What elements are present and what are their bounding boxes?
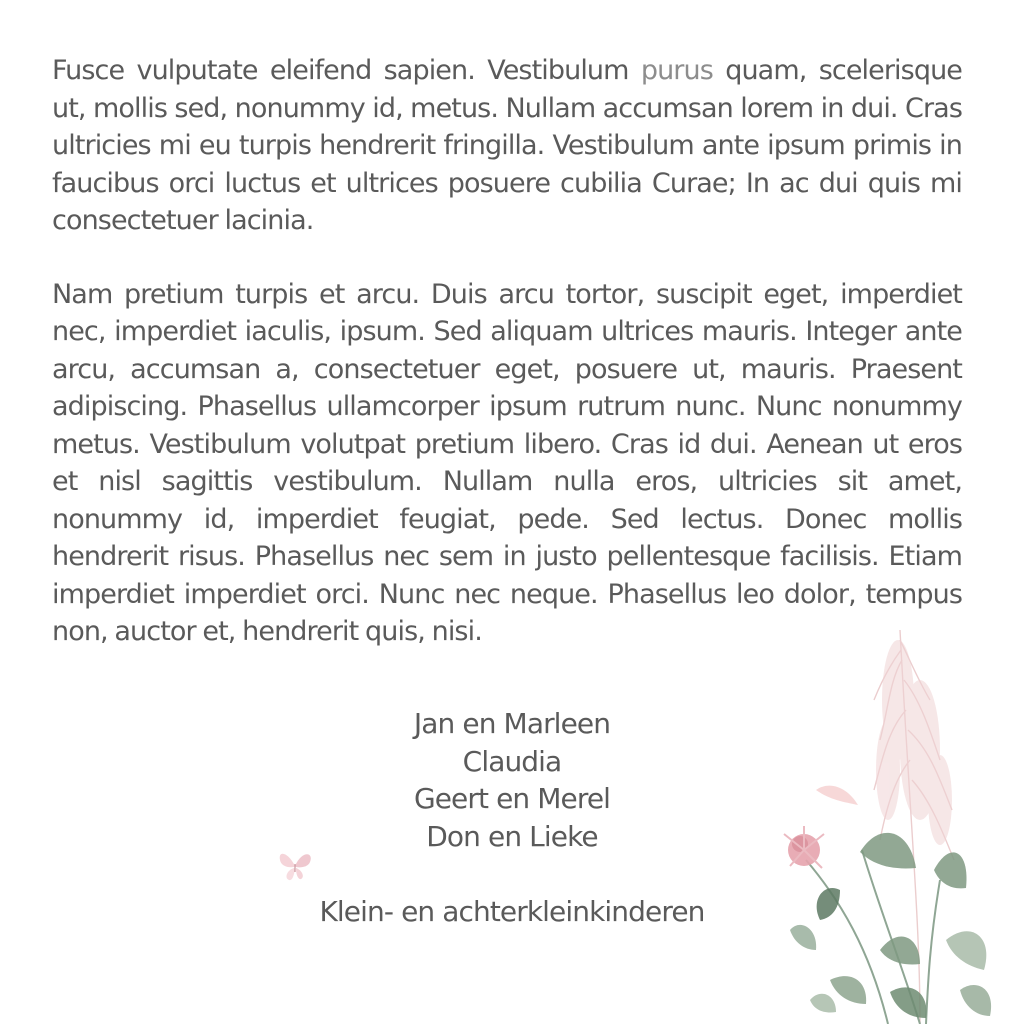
signature-spacer	[262, 855, 762, 893]
signature-name: Jan en Marleen	[413, 707, 611, 740]
paragraph-1	[52, 52, 962, 240]
signature-name: Claudia	[462, 744, 562, 778]
paragraph-2: Nam pretium turpis et arcu. Duis arcu tortor, suscipit eget, imperdiet nec, imperdiet iaculis, ipsum. Sed aliquam ultrices mauris. Integer ante arcu, accumsan a, consectetuer eget, posuere ut, mauris. Praesent adipiscing. Phasellus ullamcorper ipsum rutrum nunc. Nunc nonummy metus. Vestibulum volutpat pretium libero. Cras id dui. Aenean ut eros et nisl sagittis vestibulum. Nullam nulla eros, ultricies sit amet, nonummy id, imperdiet feugiat, pede. Sed lectus. Donec mollis hendrerit risus. Phasellus nec sem in justo pellentesque facilisis. Etiam imperdiet imperdiet orci. Nunc nec neque. Phasellus leo dolor, tempus non, auctor et, hendrerit quis, nisi.	[52, 278, 962, 647]
watercolor-flower-icon	[770, 620, 1024, 1024]
butterfly-icon	[272, 842, 318, 888]
signature-name: Don en Lieke	[426, 819, 598, 853]
body-text	[52, 52, 962, 687]
grandchildren-signature: Klein- en achterkleinkinderen	[319, 894, 705, 928]
signatures	[262, 705, 762, 930]
paragraph-1-highlight: purus	[640, 55, 713, 86]
paragraph-1-text-end: quam, scelerisque ut, mollis sed, nonummy id, metus. Nullam accumsan lorem in dui. Cras ultricies mi eu turpis hendrerit fringilla. Vestibulum ante ipsum primis in faucibus orci luctus et ultrices posuere cubilia Curae; In ac dui quis mi consectetuer lacinia.	[52, 55, 962, 236]
signature-name: Geert en Merel	[413, 782, 611, 815]
paragraph-1-text-start: Fusce vulputate eleifend sapien. Vestibulum	[52, 55, 641, 86]
